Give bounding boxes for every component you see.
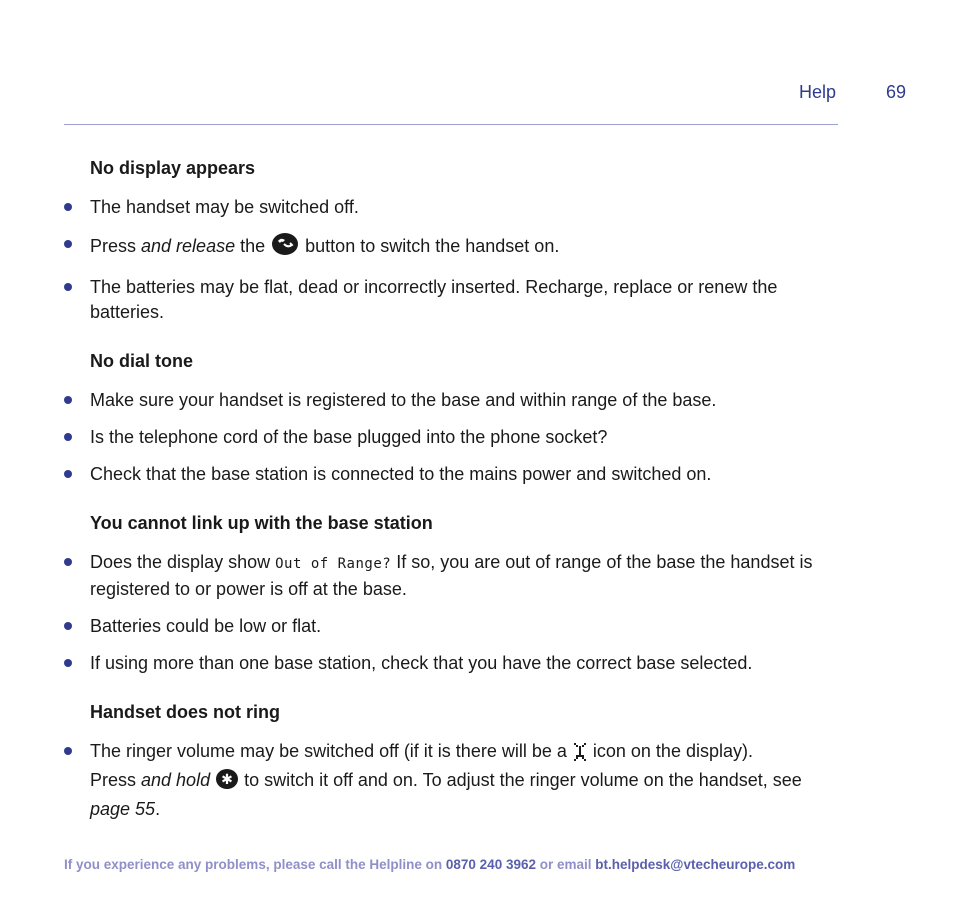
item-text: icon on the display). (587, 741, 753, 761)
section-heading: No dial tone (90, 351, 193, 371)
header-divider (64, 124, 838, 125)
bullet-icon (64, 470, 72, 478)
item-text: If so, you are out of range of the base the handset is registered to or power is off at the base. (90, 552, 813, 599)
item-text: Does the display show (90, 552, 276, 572)
item-text: the (235, 236, 266, 256)
list-item (64, 651, 844, 676)
section-cannot-link (64, 511, 844, 676)
header-section-title: Help (799, 82, 837, 102)
bullet-icon (64, 622, 72, 630)
section-no-display (64, 156, 844, 325)
list-item (64, 388, 844, 413)
item-text: Is the telephone cord of the base plugged into the phone socket? (90, 427, 608, 447)
page-reference: page 55 (90, 799, 156, 819)
item-text: Press (90, 236, 142, 256)
bullet-icon (64, 240, 72, 248)
list-item (64, 425, 844, 450)
ringer-off-icon (572, 741, 588, 768)
section-heading: Handset does not ring (90, 702, 281, 722)
page-number: 69 (886, 82, 907, 102)
display-message: Out of Range? (275, 556, 392, 572)
footer-helpline (64, 857, 795, 872)
list-item (64, 275, 844, 325)
section-heading: No display appears (90, 158, 256, 178)
list-item (64, 195, 844, 220)
item-emphasis: and release (141, 236, 236, 256)
star-key-icon (215, 768, 239, 797)
power-button-icon (270, 232, 300, 263)
list-item (64, 462, 844, 487)
bullet-icon (64, 659, 72, 667)
item-text: Batteries could be low or flat. (90, 616, 322, 636)
bullet-icon (64, 433, 72, 441)
item-text: The ringer volume may be switched off (if it is there will be a (90, 741, 567, 761)
list-item (64, 739, 844, 822)
bullet-icon (64, 558, 72, 566)
list-item (64, 550, 844, 602)
item-text: to switch it off and on. To adjust the ringer volume on the handset, see (244, 770, 802, 790)
bullet-icon (64, 283, 72, 291)
helpline-phone: 0870 240 3962 (445, 857, 536, 872)
bullet-icon (64, 747, 72, 755)
section-does-not-ring (64, 700, 844, 822)
list-item (64, 232, 844, 263)
item-text: The handset may be switched off. (90, 197, 359, 217)
item-emphasis: and hold (141, 770, 211, 790)
help-content (64, 156, 844, 846)
item-text: Press (90, 770, 142, 790)
bullet-icon (64, 203, 72, 211)
item-text: If using more than one base station, check that you have the correct base selected. (90, 653, 753, 673)
svg-text:✱: ✱ (221, 772, 233, 788)
section-heading: You cannot link up with the base station (90, 513, 433, 533)
item-text: . (155, 799, 161, 819)
item-text: Check that the base station is connected to the mains power and switched on. (90, 464, 712, 484)
footer-text: If you experience any problems, please call the Helpline on (64, 857, 446, 872)
item-text: Make sure your handset is registered to the base and within range of the base. (90, 390, 717, 410)
bullet-icon (64, 396, 72, 404)
footer-text: or email (535, 857, 596, 872)
helpdesk-email: bt.helpdesk@vtecheurope.com (595, 857, 796, 872)
section-no-dial-tone (64, 349, 844, 487)
item-text: button to switch the handset on. (305, 236, 560, 256)
list-item (64, 614, 844, 639)
item-text: The batteries may be flat, dead or incorrectly inserted. Recharge, replace or renew the batteries. (90, 277, 778, 322)
